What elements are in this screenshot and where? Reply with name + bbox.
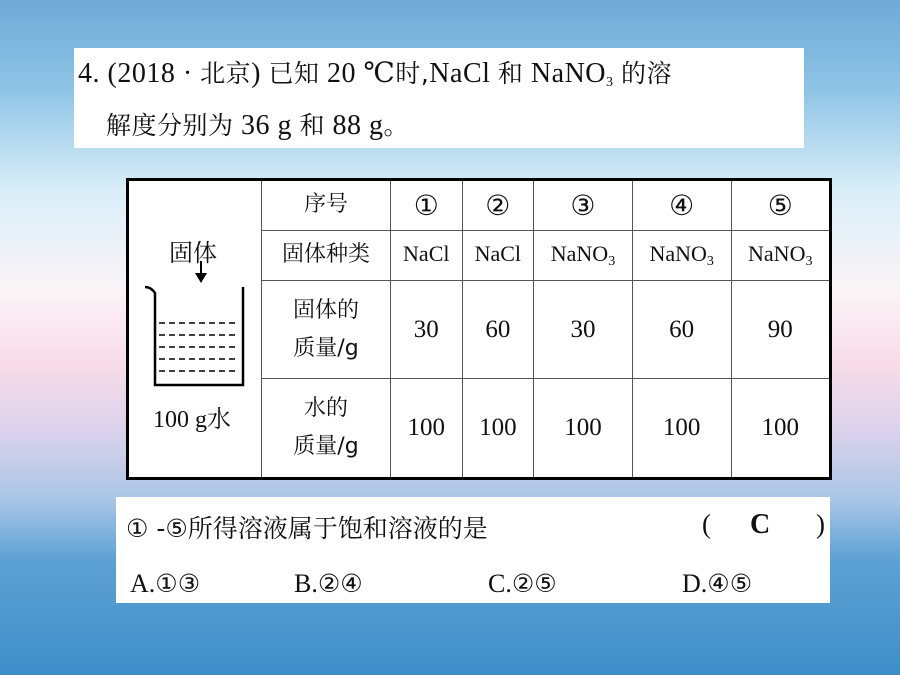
solid-mass-cell-1: 30	[391, 280, 463, 379]
text-solubility-are: 解度分别为	[106, 111, 234, 140]
salt-nacl: NaCl	[429, 58, 491, 89]
option-a-letter: A.	[130, 569, 156, 598]
experiment-table-frame	[126, 178, 832, 480]
selected-answer: C	[750, 509, 771, 540]
temperature: 20 ℃	[327, 58, 396, 89]
period: 。	[383, 111, 410, 140]
text-and: 和	[497, 59, 524, 88]
beaker-figure	[129, 181, 263, 477]
water-mass-label-line-1: 水的	[303, 396, 348, 422]
option-c-items: ②⑤	[511, 569, 557, 598]
table-row-number	[262, 181, 830, 230]
table-row-water-mass	[262, 379, 830, 477]
source-dot: ·	[182, 58, 193, 89]
option-a[interactable]	[130, 569, 200, 599]
table-row-type	[262, 230, 830, 280]
option-b-items: ②④	[317, 569, 363, 598]
water-mass-cell-4: 100	[632, 379, 731, 477]
solubility-value-1: 36 g	[241, 110, 293, 141]
solid-label: 固体	[169, 239, 217, 267]
option-c-letter: C.	[488, 569, 512, 598]
source-close: )	[251, 58, 261, 89]
question-line-1	[78, 54, 672, 91]
text-solubility-start: 的溶	[621, 59, 673, 88]
solid-mass-cell-2: 60	[462, 280, 534, 379]
water-mass-label-line-2: 质量/g	[293, 434, 359, 460]
source-open: (2018	[107, 58, 176, 89]
type-cell-3	[534, 230, 633, 280]
option-a-items: ①③	[155, 569, 201, 598]
option-d[interactable]	[682, 569, 752, 599]
number-cell-4: ④	[632, 181, 731, 230]
type-cell-2	[462, 230, 534, 280]
answer-box	[116, 497, 830, 603]
salt-nano3-sub: 3	[606, 75, 614, 90]
water-mass-cell-5: 100	[731, 379, 829, 477]
type-cell-1	[391, 230, 463, 280]
type-cell-1-main: NaCl	[403, 240, 450, 266]
data-table	[261, 181, 829, 477]
text-when: 时,	[395, 59, 430, 88]
question-stem: ① -⑤所得溶液属于饱和溶液的是	[126, 514, 488, 543]
number-cell-3: ③	[534, 181, 633, 230]
solid-mass-cell-5: 90	[731, 280, 829, 379]
answer-paren-left: (	[702, 509, 711, 539]
solid-mass-cell-4: 60	[632, 280, 731, 379]
type-cell-5-main: NaNO	[748, 240, 806, 266]
beaker-icon	[139, 261, 251, 391]
text-known: 已知	[268, 59, 320, 88]
source-place: 北京	[200, 59, 252, 88]
option-d-letter: D.	[682, 569, 708, 598]
answer-paren-right: )	[816, 509, 825, 539]
question-number: 4.	[78, 58, 100, 89]
type-cell-4-sub: 3	[706, 253, 714, 269]
question-text-box	[74, 48, 804, 148]
type-cell-3-main: NaNO	[550, 240, 609, 266]
solubility-value-2: 88 g	[332, 110, 384, 141]
option-c[interactable]	[488, 569, 557, 599]
water-mass-cell-3: 100	[534, 379, 633, 477]
salt-nano3-main: NaNO	[530, 58, 607, 89]
table-row-solid-mass	[262, 280, 830, 379]
type-cell-5	[731, 230, 829, 280]
water-label	[153, 399, 231, 434]
number-cell-1: ①	[391, 181, 463, 230]
water-mass-cell-2: 100	[462, 379, 534, 477]
solid-mass-label-line-2: 质量/g	[293, 335, 359, 361]
option-b[interactable]	[294, 569, 363, 599]
solid-mass-label-line-1: 固体的	[292, 297, 359, 323]
solid-mass-cell-3: 30	[534, 280, 633, 379]
type-cell-4-main: NaNO	[649, 240, 707, 266]
option-d-items: ④⑤	[707, 569, 753, 598]
header-number-label: 序号	[262, 181, 391, 230]
option-b-letter: B.	[294, 569, 318, 598]
water-value: 100 g	[153, 407, 207, 433]
header-type-label: 固体种类	[262, 230, 391, 280]
text-and-2: 和	[299, 111, 326, 140]
water-mass-cell-1: 100	[391, 379, 463, 477]
salt-nano3	[531, 58, 614, 89]
type-cell-4	[632, 230, 731, 280]
type-cell-2-main: NaCl	[474, 240, 522, 266]
number-cell-5: ⑤	[731, 181, 829, 230]
question-line-2	[106, 106, 409, 142]
type-cell-3-sub: 3	[608, 253, 616, 269]
header-solid-mass-label	[262, 280, 391, 379]
number-cell-2: ②	[462, 181, 534, 230]
water-text: 水	[207, 405, 231, 433]
type-cell-5-sub: 3	[805, 253, 813, 269]
header-water-mass-label	[262, 379, 391, 477]
